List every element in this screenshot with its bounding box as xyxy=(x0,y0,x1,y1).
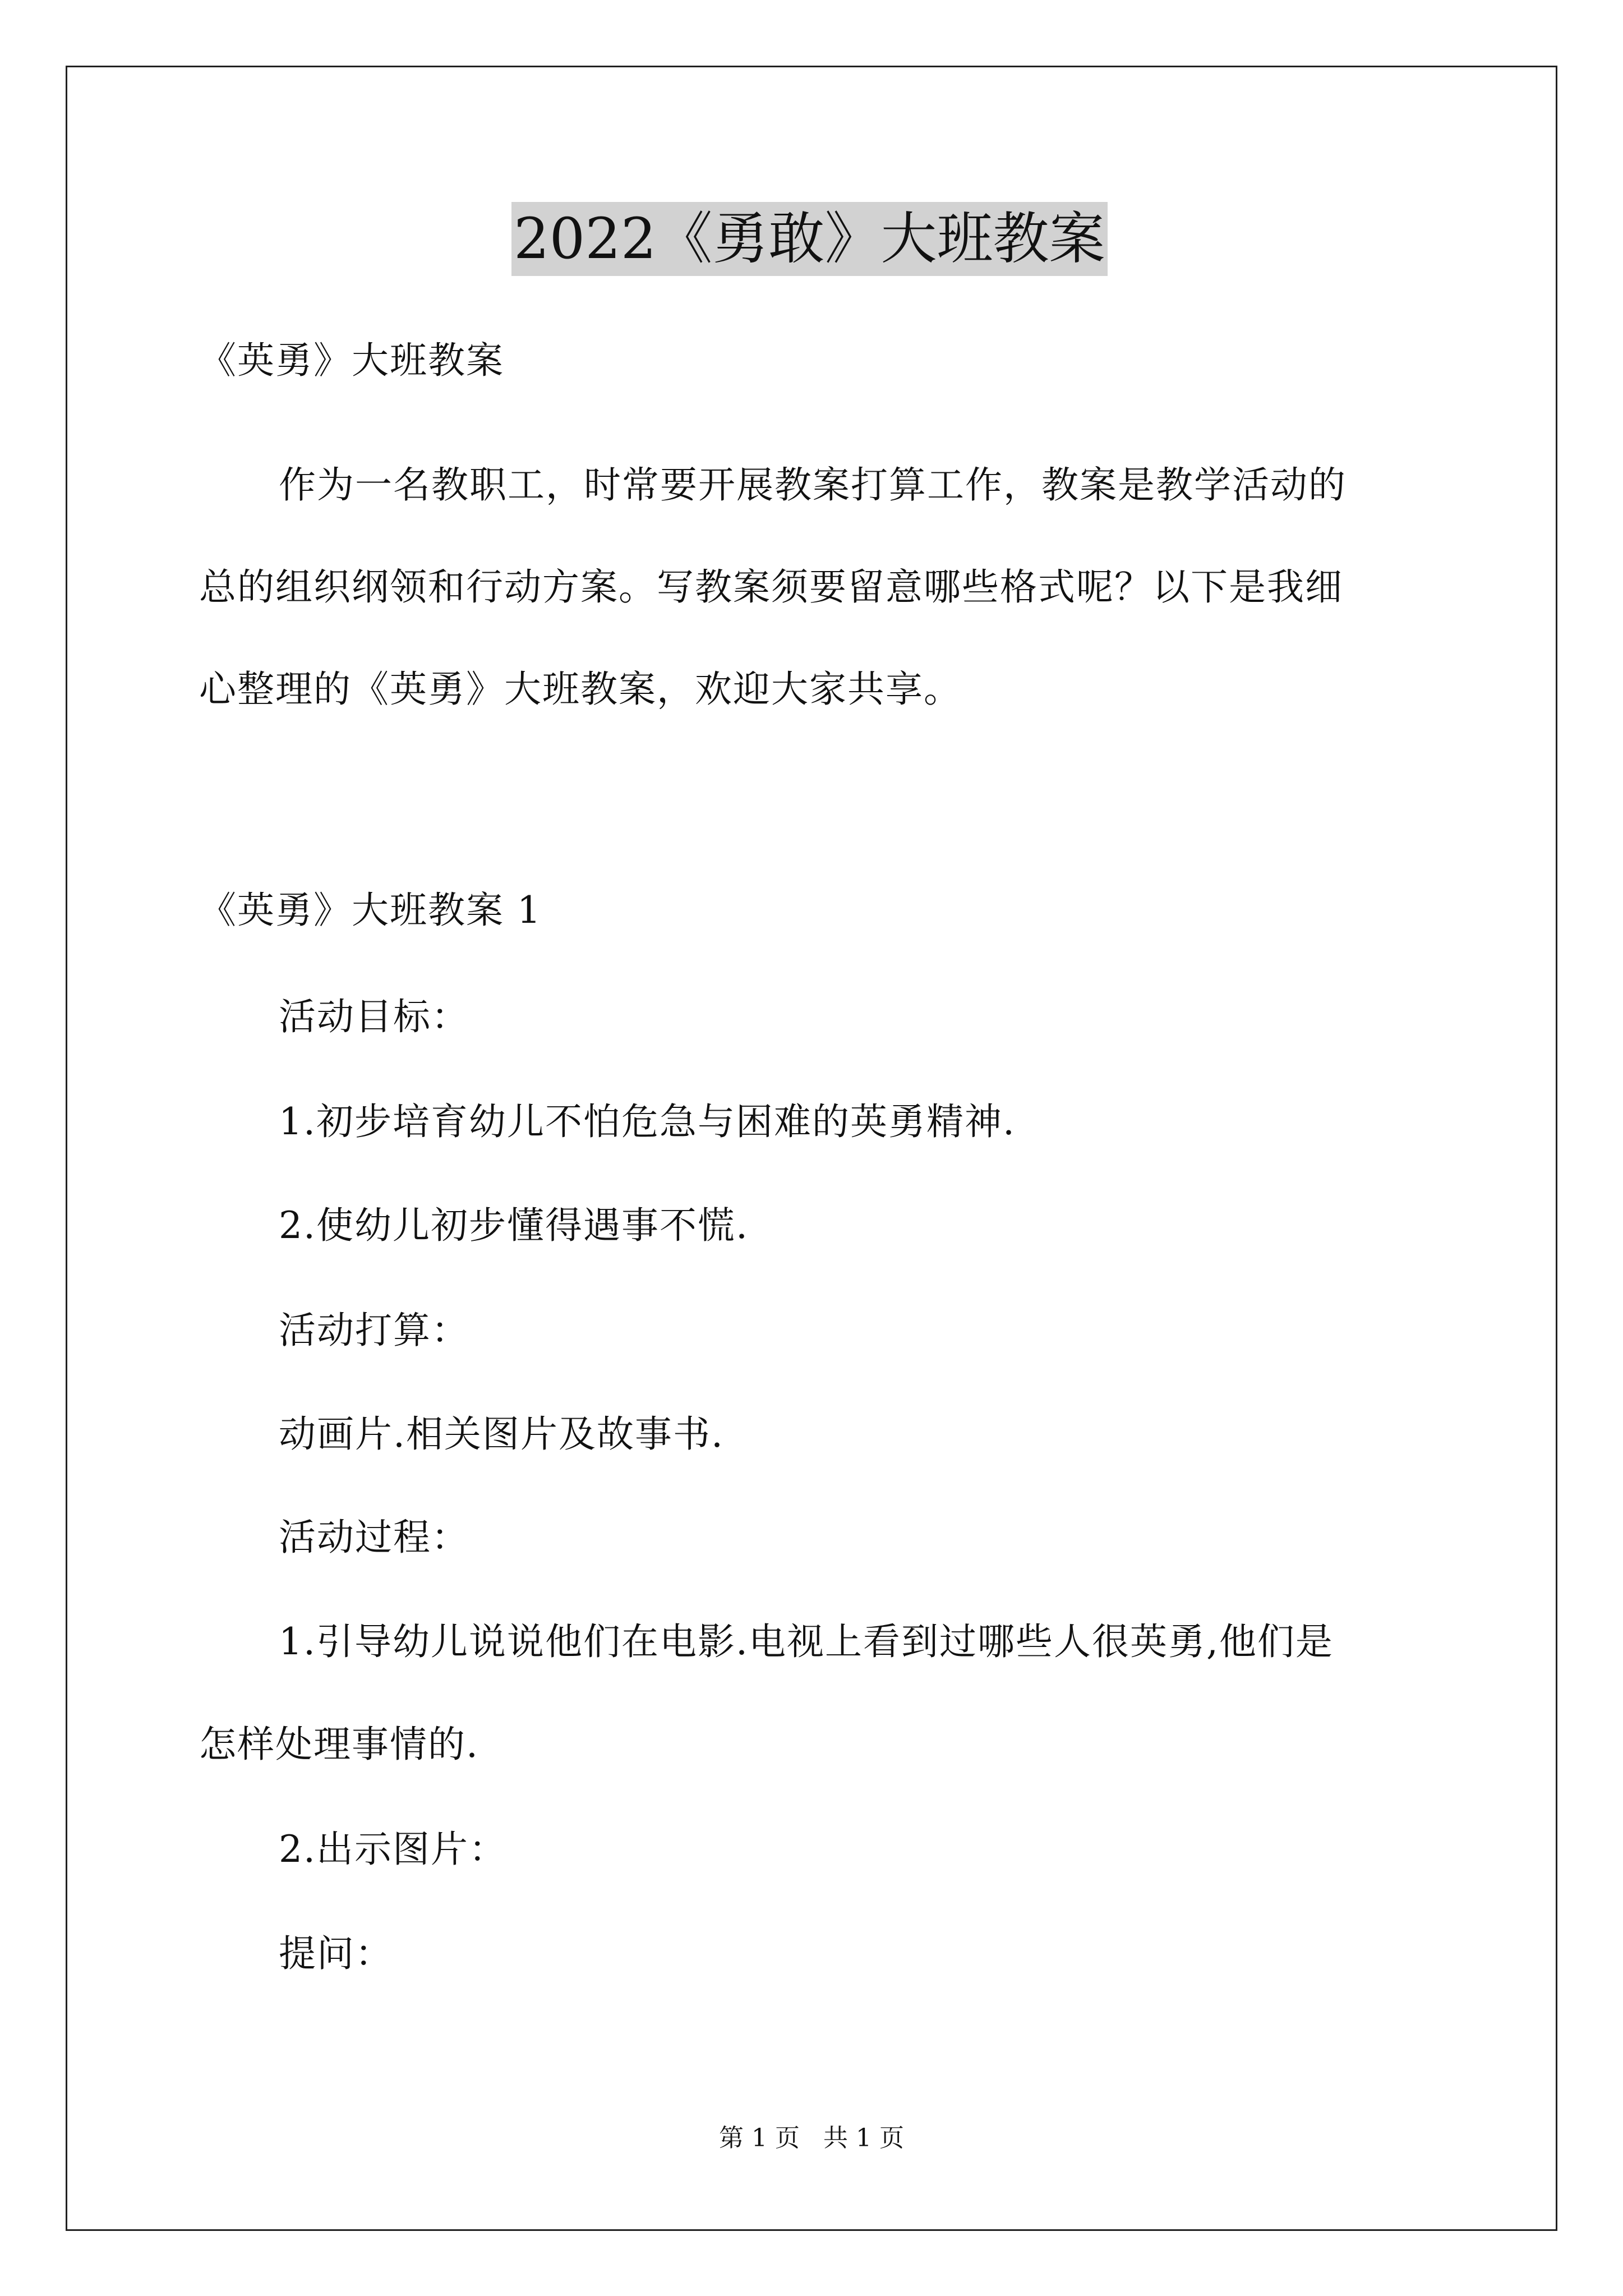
intro-paragraph-line-2: 总的组织纲领和行动方案。写教案须要留意哪些格式呢？以下是我细 xyxy=(199,565,1343,609)
intro-paragraph-line-1: 作为一名教职工，时常要开展教案打算工作，教案是教学活动的 xyxy=(279,463,1347,507)
preparation-heading: 活动打算： xyxy=(279,1309,469,1352)
process-step-2: 2.出示图片： xyxy=(279,1828,507,1871)
document-title: 2022《勇敢》大班教案 xyxy=(511,202,1108,276)
process-heading: 活动过程： xyxy=(279,1516,469,1559)
goals-heading: 活动目标： xyxy=(279,995,469,1038)
intro-paragraph-line-3: 心整理的《英勇》大班教案，欢迎大家共享。 xyxy=(199,668,962,711)
goal-item-1: 1.初步培育幼儿不怕危急与困难的英勇精神. xyxy=(279,1100,1016,1143)
page-number-footer: 第 1 页 共 1 页 xyxy=(719,2124,904,2152)
subtitle-paragraph: 《英勇》大班教案 xyxy=(199,339,504,382)
process-step-1-line-2: 怎样处理事情的. xyxy=(199,1723,479,1766)
question-heading: 提问： xyxy=(279,1932,393,1975)
goal-item-2: 2.使幼儿初步懂得遇事不慌. xyxy=(279,1204,749,1247)
preparation-item: 动画片.相关图片及故事书. xyxy=(279,1412,724,1456)
process-step-1-line-1: 1.引导幼儿说说他们在电影.电视上看到过哪些人很英勇,他们是 xyxy=(279,1620,1334,1663)
section-heading: 《英勇》大班教案 1 xyxy=(199,889,542,932)
page-border xyxy=(66,66,1557,2231)
